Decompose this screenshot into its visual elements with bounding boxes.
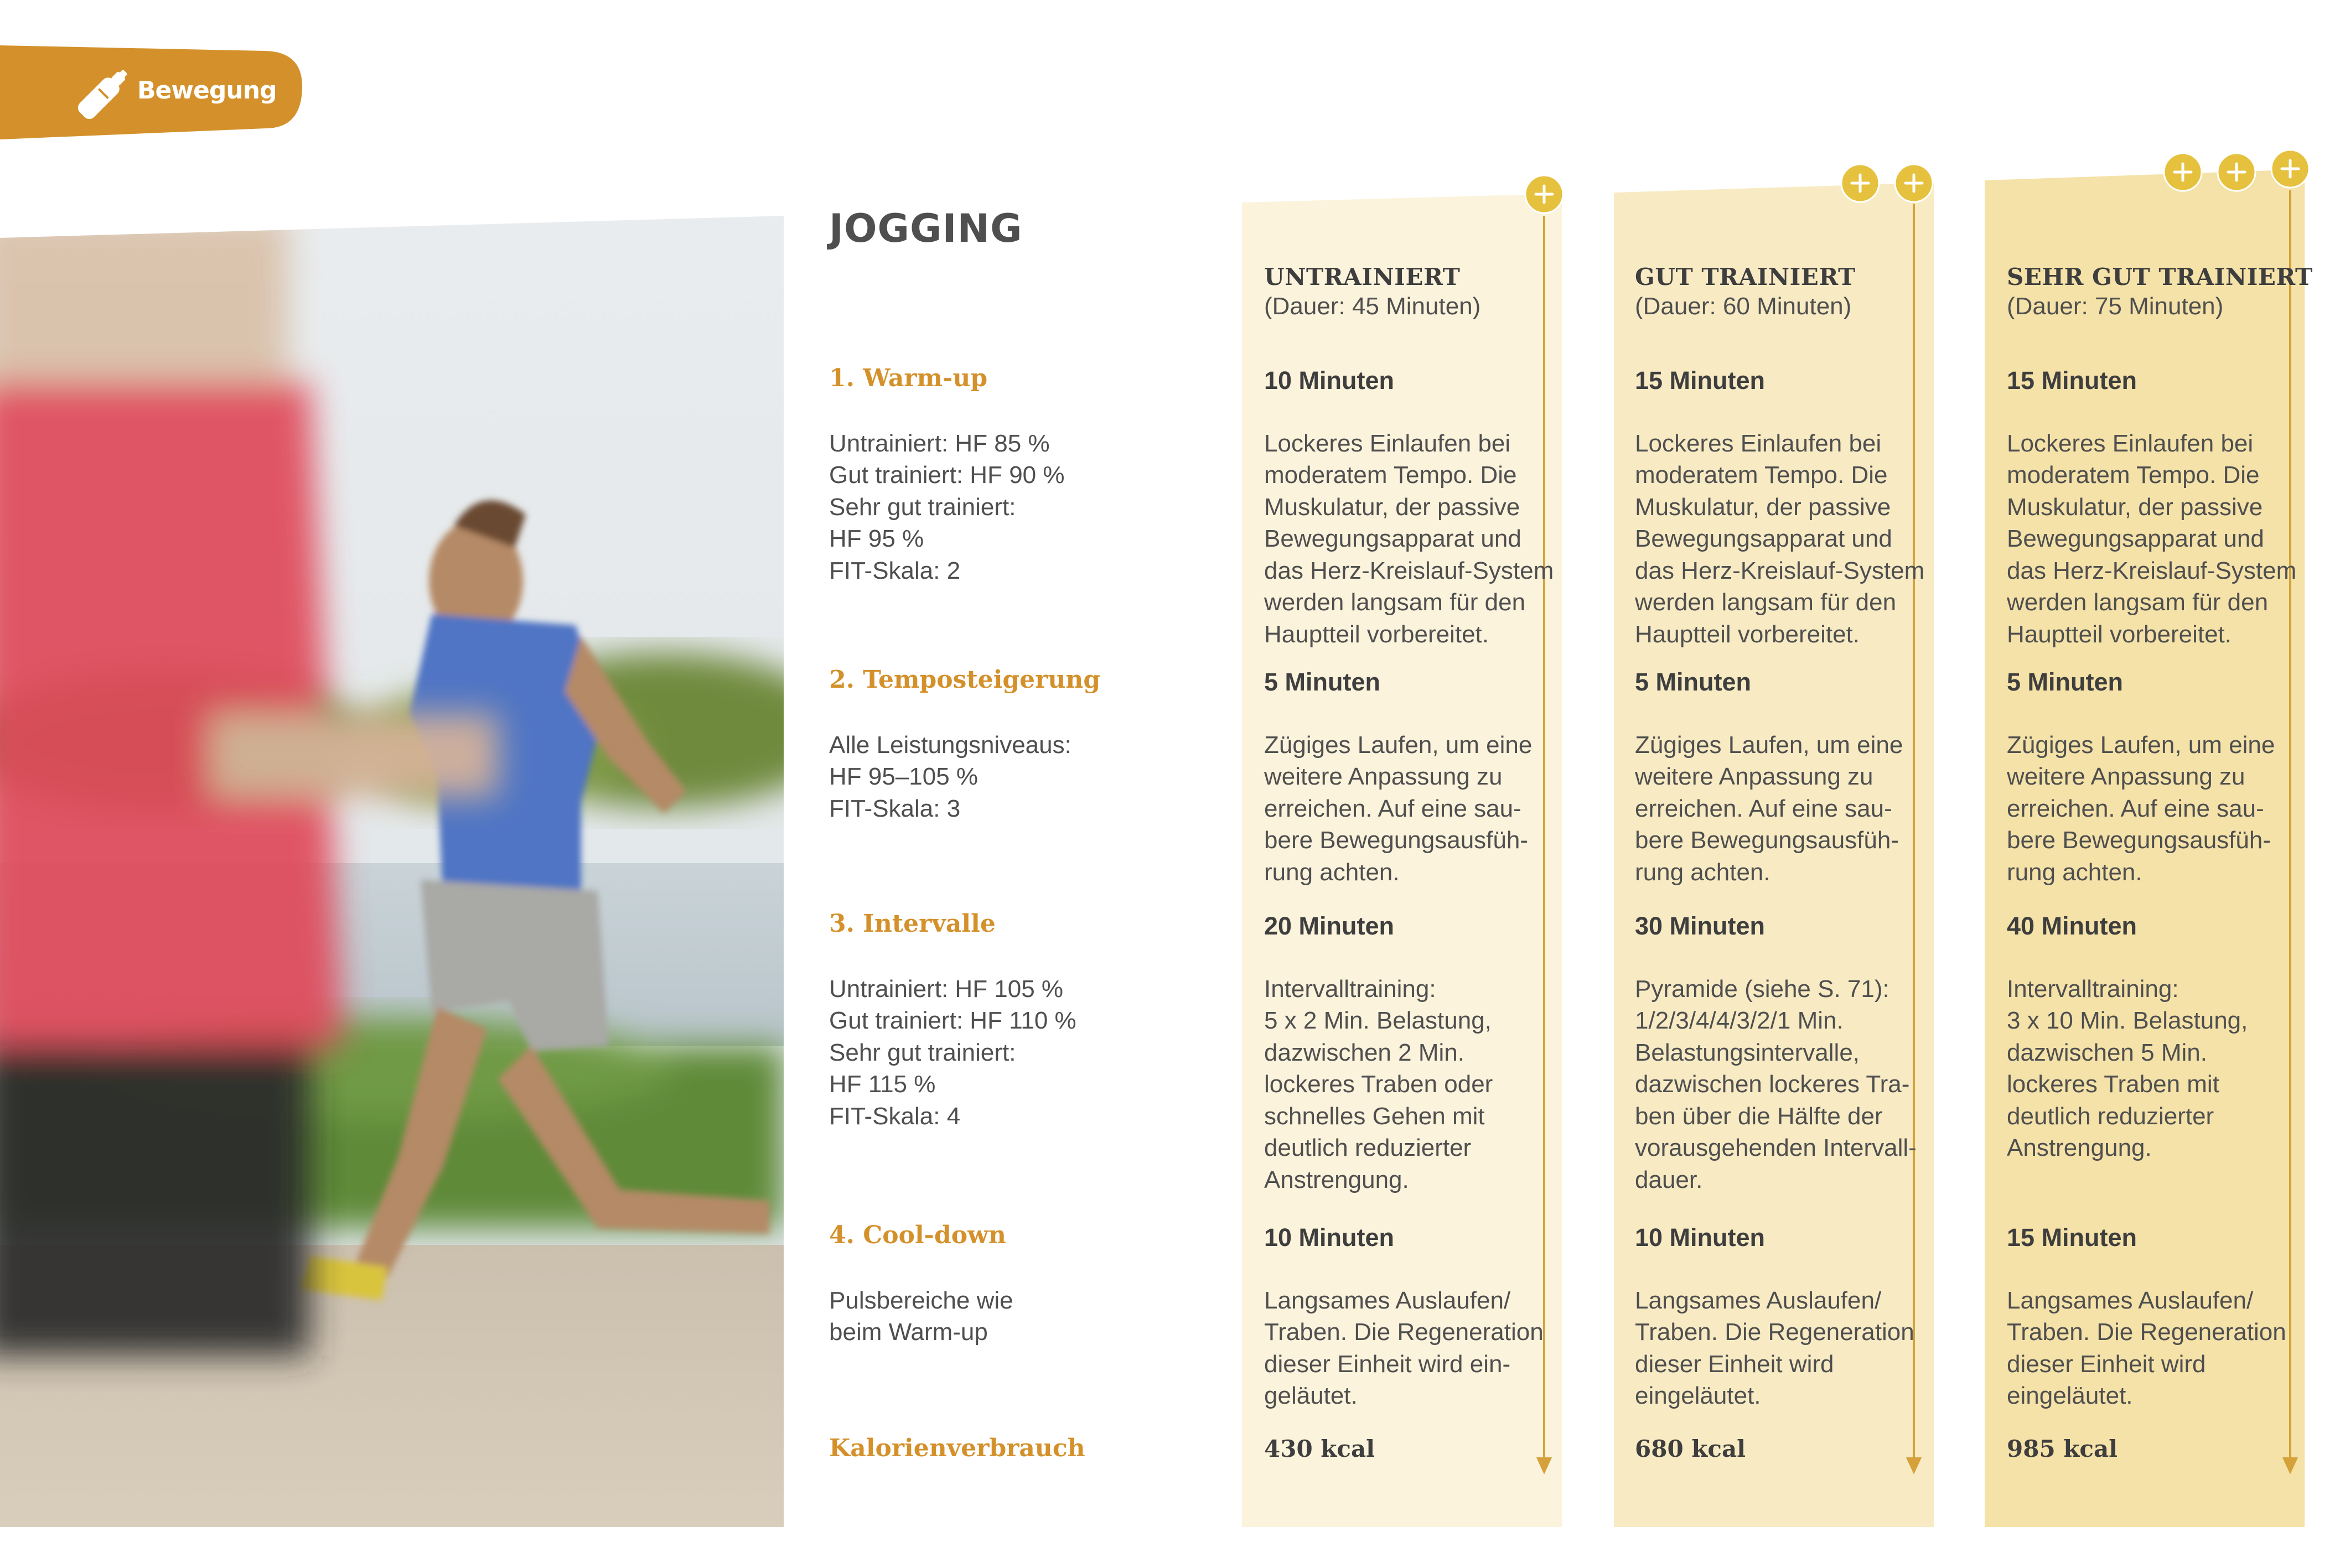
column-heading: SEHR GUT TRAINIERT	[2007, 263, 2313, 290]
cell-time: 10 Minuten	[1264, 1223, 1395, 1252]
cell-time: 5 Minuten	[1635, 668, 1751, 696]
cell-time: 20 Minuten	[1264, 912, 1395, 940]
kcal-value: 680 kcal	[1635, 1435, 1746, 1462]
cell-time: 40 Minuten	[2007, 912, 2137, 940]
cell-text: Langsames Auslaufen/ Traben. Die Regeneration dieser Einheit wird eingeläutet.	[2007, 1286, 2286, 1409]
cell-time: 10 Minuten	[1264, 366, 1395, 394]
cell-time: 15 Minuten	[2007, 1223, 2137, 1252]
cell-time: 15 Minuten	[1635, 366, 1766, 394]
cell-text: Pyramide (siehe S. 71): 1/2/3/4/4/3/2/1 Min. Belastungsintervalle, dazwischen lockeres Tra- ben über die Hälfte der vorausgehenden Intervall- dauer.	[1635, 975, 1917, 1193]
cell-text: Zügiges Laufen, um eine weitere Anpassung zu erreichen. Auf eine sau- bere Bewegungsausfüh- rung achten.	[2007, 731, 2275, 886]
phase-details: Untrainiert: HF 85 % Gut trainiert: HF 90 % Sehr gut trainiert: HF 95 % FIT-Skala: 2	[829, 429, 1065, 584]
plus-icon	[1893, 163, 1934, 204]
cell-time: 10 Minuten	[1635, 1223, 1766, 1252]
phase-details: Alle Leistungsniveaus: HF 95–105 % FIT-Skala: 3	[829, 731, 1071, 822]
plus-icon	[2216, 152, 2257, 193]
column-duration: (Dauer: 75 Minuten)	[2007, 293, 2224, 320]
cell-text: Intervalltraining: 5 x 2 Min. Belastung, dazwischen 2 Min. lockeres Traben oder schnelles Gehen mit deutlich reduzierter Anstrengung.	[1264, 975, 1493, 1193]
cell-text: Zügiges Laufen, um eine weitere Anpassung zu erreichen. Auf eine sau- bere Bewegungsausfüh- rung achten.	[1264, 731, 1533, 886]
cell-time: 5 Minuten	[2007, 668, 2123, 696]
cell-time: 15 Minuten	[2007, 366, 2137, 394]
cell-time: 30 Minuten	[1635, 912, 1766, 940]
cell-text: Langsames Auslaufen/ Traben. Die Regeneration dieser Einheit wird ein- geläutet.	[1264, 1286, 1544, 1409]
cell-text: Intervalltraining: 3 x 10 Min. Belastung, dazwischen 5 Min. lockeres Traben mit deutlich reduzierter Anstrengung.	[2007, 975, 2248, 1161]
cell-text: Lockeres Einlaufen bei moderatem Tempo. Die Muskulatur, der passive Bewegungsapparat und das Herz-Kreislauf-System werden langsam für den Hauptteil vorbereitet.	[2007, 429, 2297, 648]
cell-text: Langsames Auslaufen/ Traben. Die Regeneration dieser Einheit wird eingeläutet.	[1635, 1286, 1914, 1409]
phase-label: 4. Cool-down	[829, 1221, 1006, 1249]
plus-icon	[2270, 148, 2311, 189]
page-title: JOGGING	[829, 206, 1023, 251]
column-duration: (Dauer: 60 Minuten)	[1635, 293, 1852, 320]
plus-icon	[1840, 163, 1881, 204]
phase-label: 2. Temposteigerung	[829, 666, 1101, 694]
plus-icon	[2162, 152, 2203, 193]
column-duration: (Dauer: 45 Minuten)	[1264, 293, 1481, 320]
cell-time: 5 Minuten	[1264, 668, 1380, 696]
phase-label: 3. Intervalle	[829, 910, 996, 938]
calories-label: Kalorienverbrauch	[829, 1434, 1085, 1462]
column-heading: UNTRAINIERT	[1264, 263, 1461, 290]
cell-text: Lockeres Einlaufen bei moderatem Tempo. Die Muskulatur, der passive Bewegungsapparat und das Herz-Kreislauf-System werden langsam für den Hauptteil vorbereitet.	[1264, 429, 1554, 648]
phase-label: 1. Warm-up	[829, 364, 988, 392]
phase-details: Pulsbereiche wie beim Warm-up	[829, 1286, 1013, 1346]
kcal-value: 985 kcal	[2007, 1435, 2118, 1462]
plus-icon	[1524, 174, 1565, 215]
phase-details: Untrainiert: HF 105 % Gut trainiert: HF 110 % Sehr gut trainiert: HF 115 % FIT-Skala: 4	[829, 975, 1076, 1130]
cell-text: Lockeres Einlaufen bei moderatem Tempo. Die Muskulatur, der passive Bewegungsapparat und das Herz-Kreislauf-System werden langsam für den Hauptteil vorbereitet.	[1635, 429, 1925, 648]
kcal-value: 430 kcal	[1264, 1435, 1375, 1462]
cell-text: Zügiges Laufen, um eine weitere Anpassung zu erreichen. Auf eine sau- bere Bewegungsausfüh- rung achten.	[1635, 731, 1903, 886]
tab-label: Bewegung	[137, 76, 277, 105]
column-heading: GUT TRAINIERT	[1635, 263, 1856, 290]
